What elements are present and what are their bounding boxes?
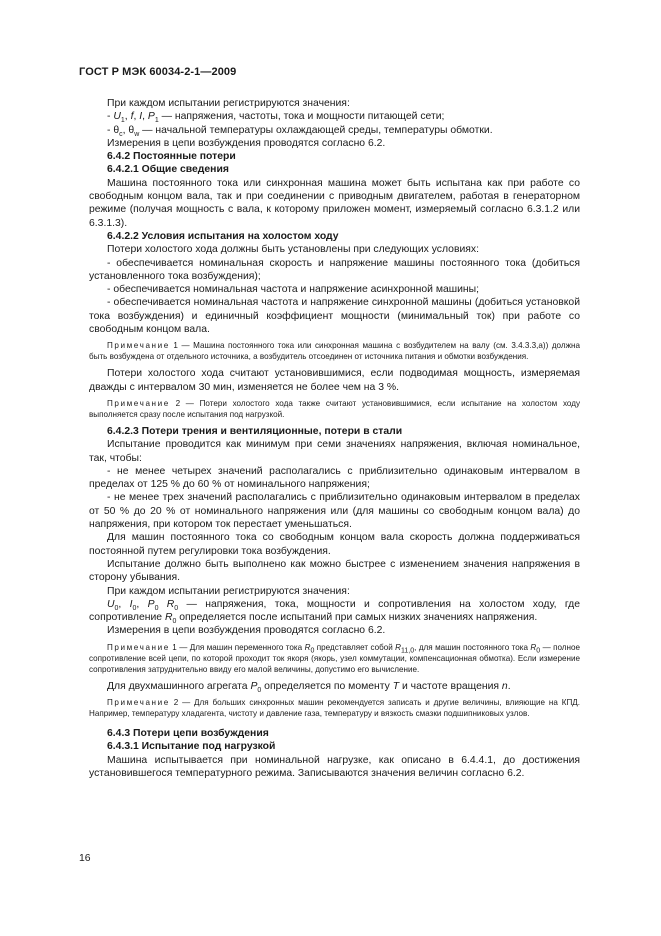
paragraph: Машина постоянного тока или синхронная машина может быть испытана как при работе со свободным концом вала, так и при соединении с приводным двигателем, работая в генераторном режиме (получая мощность с вала, к которому приложен момент, измеряемый согласно 6.3.1.2 или 6.3.1.3). <box>89 177 580 229</box>
section-heading-6-4-2-1: 6.4.2.1 Общие сведения <box>107 164 229 176</box>
list-item: - $U_1$, f, I, $P_1$ — напряжения, частоты, тока и мощности питающей сети; <box>107 111 445 125</box>
note: Примечание 2 — Потери холостого хода также считают установившимися, если испытание на холостом ходу выполняется сразу после испытания под нагрузкой. <box>89 398 580 419</box>
page-number: 16 <box>79 853 91 864</box>
paragraph: Для машин постоянного тока со свободным концом вала скорость должна поддерживаться постоянной путем регулировки тока возбуждения. <box>89 532 580 557</box>
page-header: ГОСТ Р МЭК 60034-2-1—2009 <box>79 66 237 78</box>
note: Примечание 1 — Машина постоянного тока или синхронная машина с возбудителем на валу (см. 3.4.3.3,а)) должна быть возбуждена от отдельного источника, а возбудитель отсоединен от источника питания и обмотки возбуждения. <box>89 341 580 362</box>
paragraph: Потери холостого хода считают установившимися, если подводимая мощность, измеряемая дважды с интервалом 30 мин, изменяется не более чем на 3 %. <box>89 368 580 393</box>
paragraph: Испытание должно быть выполнено как можно быстрее с изменением значения напряжения в сторону убывания. <box>89 558 580 584</box>
section-heading-6-4-2-3: 6.4.2.3 Потери трения и вентиляционные, потери в стали <box>107 425 403 437</box>
paragraph: Машина испытывается при номинальной нагрузке, как описано в 6.4.4.1, до достижения установившегося температурного режима. Записываются значения величин согласно 6.2. <box>89 754 580 779</box>
paragraph: При каждом испытании регистрируются значения: <box>107 98 350 109</box>
paragraph: При каждом испытании регистрируются значения: <box>107 585 350 597</box>
note: Примечание 1 — Для машин переменного тока $R_0$ представляет собой $R_{11,0}$, для машин постоянного тока $R_0$ — полное сопротивление всей цепи, по которой проходит ток якоря (якорь, узел коммутации, компенсационная обмотка). Если измерение сопротивления затруднительно ввиду его малой величины, допустимо его вычисление. <box>89 642 581 674</box>
paragraph: Потери холостого хода должны быть установлены при следующих условиях: <box>107 244 479 256</box>
paragraph: $U_0$, $I_0$, $P_0$ $R_0$ — напряжения, тока, мощности и сопротивления на холостом ходу, где сопротивление $R_0$ определяется после испытаний при самых низких значениях напряжения. <box>89 598 580 626</box>
paragraph: Измерения в цепи возбуждения проводятся согласно 6.2. <box>107 137 386 149</box>
list-item: - обеспечивается номинальная скорость и напряжение машины постоянного тока (добиться установленного тока возбуждения); <box>89 257 580 282</box>
list-item: - $\theta_c$, $\theta_w$ — начальной температуры охлаждающей среды, температуры обмотки. <box>107 124 493 138</box>
note: Примечание 2 — Для больших синхронных машин рекомендуется записать и другие величины, влияющие на КПД. Например, температуру хладагента, чистоту и давление газа, температуру и вязкость смазки подшипниковых узлов. <box>89 697 580 718</box>
list-item: - не менее трех значений располагались с приблизительно одинаковым интервалом в пределах от 50 % до 20 % от номинального напряжения или (для машины со свободным концом вала) до напряжения, при котором ток перестает уменьшаться. <box>89 492 580 531</box>
paragraph: Измерения в цепи возбуждения проводятся согласно 6.2. <box>107 625 386 637</box>
document-body <box>89 97 580 780</box>
section-heading-6-4-2-2: 6.4.2.2 Условия испытания на холостом ходу <box>107 230 339 242</box>
section-heading-6-4-3-1: 6.4.3.1 Испытание под нагрузкой <box>107 741 276 753</box>
section-heading-6-4-2: 6.4.2 Постоянные потери <box>107 151 236 163</box>
paragraph: Для двухмашинного агрегата $P_0$ определяется по моменту T и частоте вращения n. <box>107 680 511 694</box>
list-item: - обеспечивается номинальная частота и напряжение синхронной машины (добиться установкой тока возбуждения) и единичный коэффициент мощности (минимальный ток) при работе со свободным концом вала. <box>89 297 580 336</box>
section-heading-6-4-3: 6.4.3 Потери цепи возбуждения <box>107 727 269 739</box>
list-item: - не менее четырех значений располагались с приблизительно одинаковым интервалом в пределах от 125 % до 60 % от номинального напряжения; <box>89 465 580 491</box>
paragraph: Испытание проводится как минимум при семи значениях напряжения, включая номинальное, так, чтобы: <box>89 439 580 464</box>
list-item: - обеспечивается номинальная частота и напряжение асинхронной машины; <box>107 284 479 296</box>
